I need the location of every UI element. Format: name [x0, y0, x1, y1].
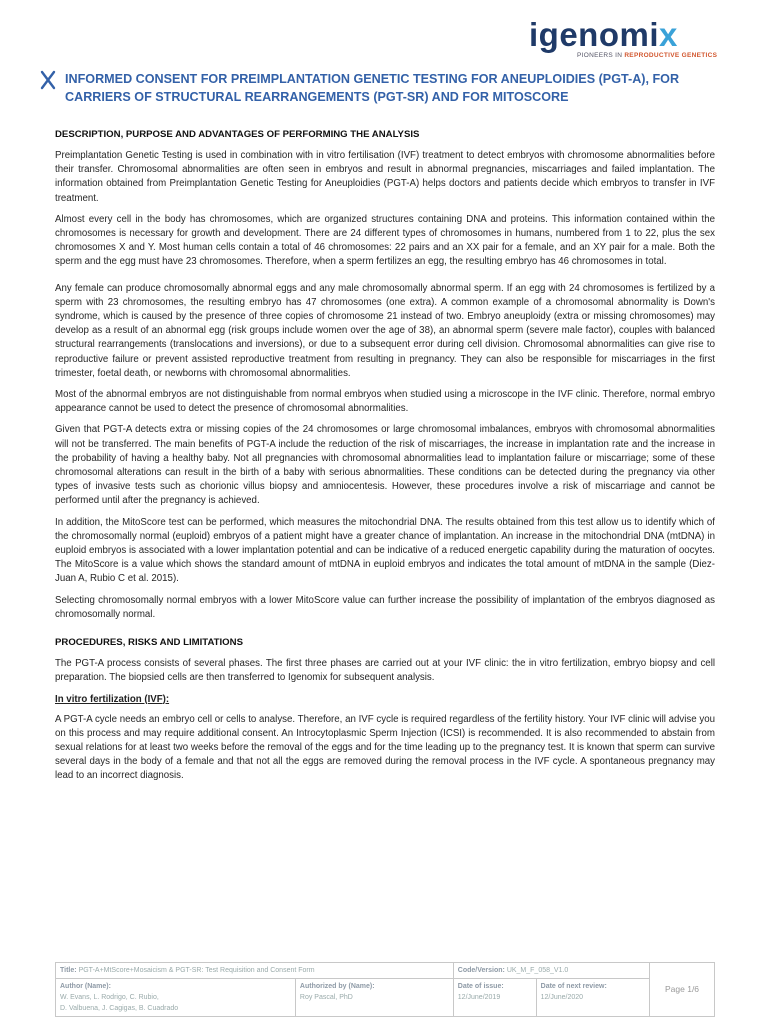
paragraph: Any female can produce chromosomally abnormal eggs and any male chromosomally abnormal sperm. If an egg with 24 chromosomes is fertilized by a sperm with 23 chromosomes, the resulting embryo has 47 chromosomes (one extra). A common example of a chromosomal abnormality is Down's syndrome, which is caused by the presence of three copies of chromosome 21 instead of two. Embryo aneuploidy (extra or missing chromosomes) may develop as a result of an abnormal egg (risk groups include women over the age of 38), an abnormal sperm (severe male factor), couples with balanced structural rearrangements (translocations and inversions), or due to a subsequent error during cell division. Chromosomal abnormalities can give rise to reproductive failure or prevent assisted reproductive treatment from resulting in pregnancy. They can also be responsible for miscarriages in the first trimester, foetal death, or newborns with chromosomal abnormalities.: [55, 282, 715, 379]
logo-tagline: PIONEERS IN REPRODUCTIVE GENETICS: [577, 52, 718, 59]
paragraph: In addition, the MitoScore test can be performed, which measures the mitochondrial DNA. The results obtained from this test allow us to identify which of the chromosomally normal (euploid) embryos of a patient might have a greater chance of implantation. An increase in the mitochondrial DNA (mtDNA) in euploid embryos is associated with a lower implantation potential and can be indicative of a reduced energetic capability during the maturation of oocytes. The MitoScore is a value which shows the standard amount of mtDNA in euploid embryos and indicates the total amount of mtDNA in the sample (Diez-Juan A, Rubio C et al. 2015).: [55, 516, 715, 585]
document-title: INFORMED CONSENT FOR PREIMPLANTATION GENETIC TESTING FOR ANEUPLOIDIES (PGT-A), FOR CARRIERS OF STRUCTURAL REARRANGEMENTS (PGT-SR) AND FOR MITOSCORE: [65, 72, 680, 104]
chromosome-icon: [40, 70, 56, 90]
footer-review-cell: Date of next review: 12/June/2020: [536, 979, 649, 1017]
footer-authorized-cell: Authorized by (Name): Roy Pascal, PhD: [295, 979, 453, 1017]
paragraph: The PGT-A process consists of several phases. The first three phases are carried out at your IVF clinic: the in vitro fertilization, embryo biopsy and cell preparation. The biopsied cells are then transferred to Igenomix for subsequent analysis.: [55, 658, 715, 684]
paragraph: Almost every cell in the body has chromosomes, which are organized structures containing DNA and proteins. This information contained within the chromosomes is necessary for growth and development. There are 24 different types of chromosomes in humans, numbered from 1 to 22, plus the sex chromosomes X and Y. Most human cells contain a total of 46 chromosomes: 22 pairs and an XX pair for a female, and an XY pair for a male. Both the sperm and the egg must have 23 chromosomes. Therefore, when a sperm fertilizes an egg, the resulting embryo has 46 chromosomes in total.: [55, 213, 715, 268]
paragraph: Given that PGT-A detects extra or missing copies of the 24 chromosomes or large chromosomal imbalances, embryos with chromosomal abnormalities will not be transferred. The main benefits of PGT-A include the reduction of the risk of miscarriages, the increase in implantation rate and the increase in the probability of having a healthy baby. Not all pregnancies with chromosomal abnormalities lead to implantation failure or miscarriage; some of these chromosomal alterations can result in the birth of a baby with serious abnormalities. These conditions can be detected during the pregnancy via other types of invasive tests such as chorionic villus biopsy and amniocentesis. However, these procedures involve a risk of miscarriage and cannot be performed until after the pregnancy is achieved.: [55, 424, 715, 507]
paragraph: Selecting chromosomally normal embryos with a lower MitoScore value can further increase the possibility of implantation of the embryos diagnosed as chromosomally normal.: [55, 594, 715, 620]
section-heading-description: DESCRIPTION, PURPOSE AND ADVANTAGES OF PERFORMING THE ANALYSIS: [55, 129, 420, 140]
paragraph: Preimplantation Genetic Testing is used in combination with in vitro fertilisation (IVF) treatment to detect embryos with chromosome abnormalities before their transfer. Chromosomal abnormalities are often seen in embryos and result in abnormal pregnancies, miscarriages and failed implantation. The information obtained from Preimplantation Genetic Testing for Aneuploidies (PGT-A) helps doctors and patients decide which embryos to transfer in IVF treatment.: [55, 150, 715, 204]
document-body: [55, 128, 715, 791]
footer-issue-cell: Date of issue: 12/June/2019: [453, 979, 536, 1017]
footer-code-cell: Code/Version: UK_M_F_058_V1.0: [453, 963, 649, 979]
logo-wordmark: igenomix: [529, 16, 678, 53]
paragraph: Most of the abnormal embryos are not distinguishable from normal embryos when studied using a microscope in the IVF clinic. Therefore, normal embryo appearance cannot be used to detect the presence of chromosomal abnormalities.: [55, 389, 715, 415]
paragraph: A PGT-A cycle needs an embryo cell or cells to analyse. Therefore, an IVF cycle is required regardless of the fertility history. Your IVF clinic will advise you on this process and may require additional consent. An Introcytoplasmic Sperm Injection (ICSI) is recommended. It is also recommended to abstain from sexual relations for at least two weeks before the removal of the eggs and for the time leading up to the pregnancy test. It is known that sperm can survive several days in the body of a female and that not all the eggs are removed during the removal process in the IVF cycle. A spontaneous pregnancy may lead to an incorrect diagnosis.: [55, 713, 715, 782]
subheading-ivf: In vitro fertilization (IVF):: [55, 693, 170, 705]
page-number: Page 1/6: [650, 963, 715, 1017]
igenomix-logo: [529, 16, 718, 64]
footer-title-cell: Title: PGT-A+MtScore+Mosaicism & PGT-SR: Test Requisition and Consent Form: [56, 963, 454, 979]
section-heading-procedures: PROCEDURES, RISKS AND LIMITATIONS: [55, 637, 243, 649]
document-footer: [55, 962, 715, 1017]
footer-author-cell: Author (Name): W. Evans, L. Rodrigo, C. Rubio, D. Valbuena, J. Cagigas, B. Cuadrado: [56, 979, 296, 1017]
